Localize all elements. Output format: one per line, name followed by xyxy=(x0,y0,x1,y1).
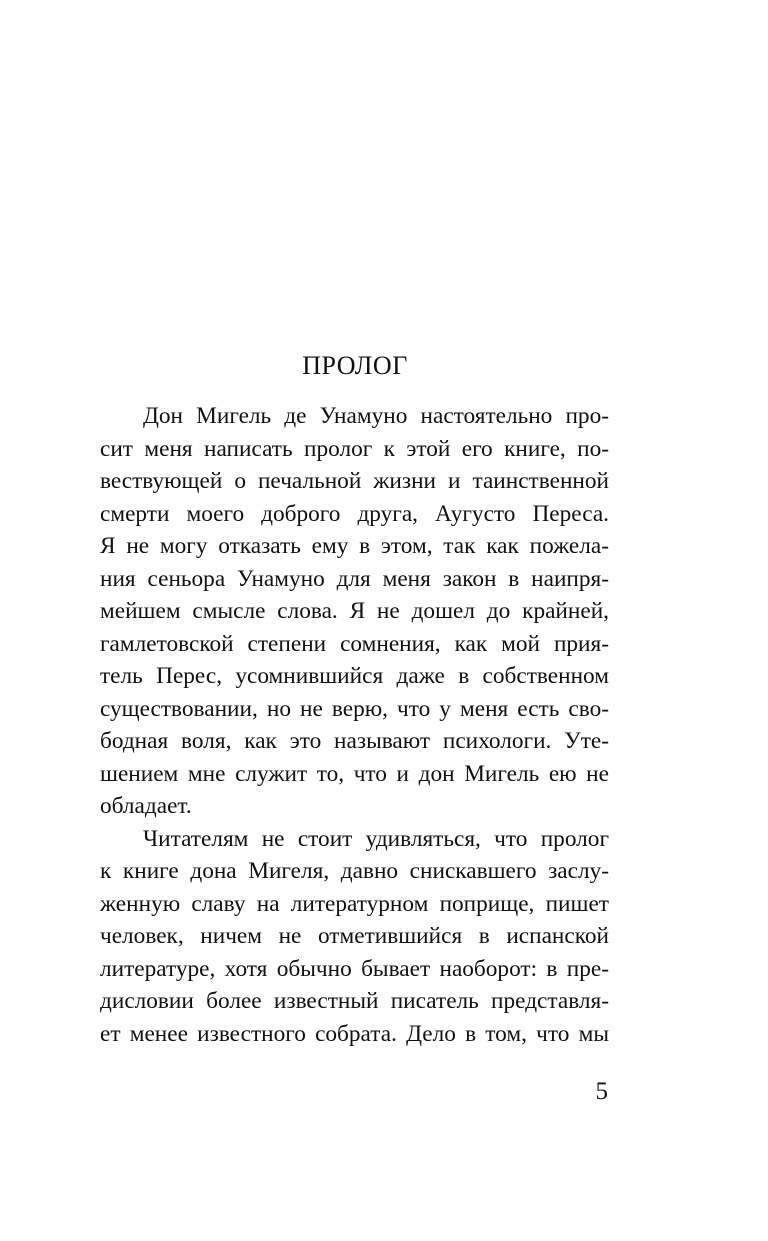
text-line: Я не могу отказать ему в этом, так как пожела- xyxy=(100,533,609,559)
text-line: литературе, хотя обычно бывает наоборот: в пре- xyxy=(100,955,609,982)
chapter-title: ПРОЛОГ xyxy=(302,351,408,380)
text-line: мейшем смысле слова. Я не дошел до крайней, xyxy=(100,598,609,624)
text-line: Дон Мигель де Унамуно настоятельно про- xyxy=(143,403,609,429)
text-line: шением мне служит то, что и дон Мигель ею не xyxy=(100,760,609,787)
text-line: ния сеньора Унамуно для меня закон в наипря- xyxy=(100,565,609,592)
text-line: ет менее известного собрата. Дело в том, что мы xyxy=(100,1020,609,1047)
page-number: 5 xyxy=(595,1078,608,1105)
text-line: существовании, но не верю, что у меня есть сво- xyxy=(100,695,609,722)
text-line: гамлетовской степени сомнения, как мой прия- xyxy=(100,630,609,657)
body-text xyxy=(100,400,609,1050)
text-line: вествующей о печальной жизни и таинственной xyxy=(100,468,609,494)
text-line: тель Перес, усомнившийся даже в собственном xyxy=(100,663,609,689)
text-line: к книге дона Мигеля, давно снискавшего заслу- xyxy=(100,858,609,884)
text-line: Читателям не стоит удивляться, что пролог xyxy=(143,825,609,852)
text-line: бодная воля, как это называют психологи. Уте- xyxy=(100,728,609,754)
text-line: дисловии более известный писатель представля- xyxy=(100,988,609,1014)
text-line: смерти моего доброго друга, Аугусто Переса. xyxy=(100,500,609,527)
text-line: женную славу на литературном поприще, пишет xyxy=(100,890,609,917)
text-line: обладает. xyxy=(100,793,192,819)
text-line: человек, ничем не отметившийся в испанской xyxy=(100,923,609,949)
text-line: сит меня написать пролог к этой его книге, по- xyxy=(100,435,609,462)
